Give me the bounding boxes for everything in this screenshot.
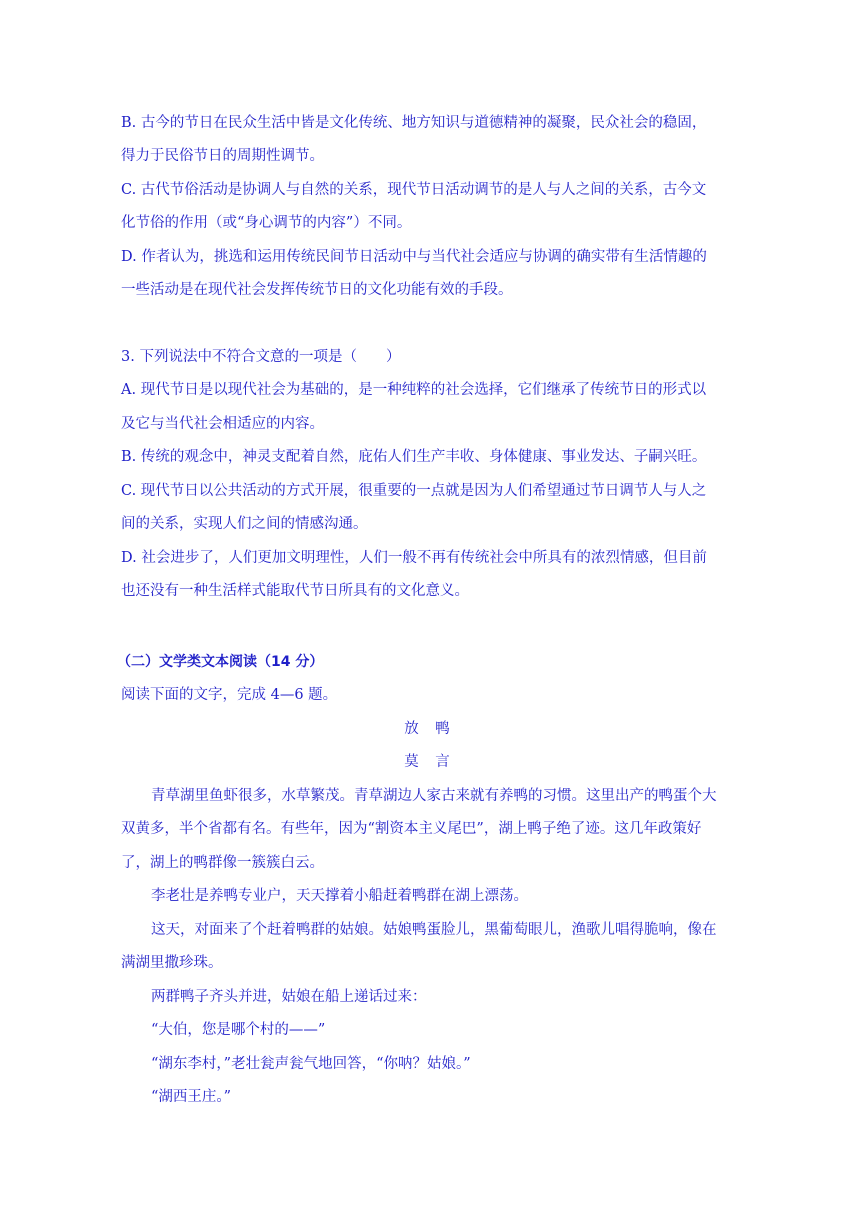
- story-paragraph-line: 双黄多，半个省都有名。有些年，因为“割资本主义尾巴”，湖上鸭子绝了迹。这几年政策好: [121, 821, 702, 837]
- q3-option-d-line1: D. 社会进步了，人们更加文明理性，人们一般不再有传统社会中所具有的浓烈情感，但目前: [121, 550, 707, 566]
- q2-option-d-line1: D. 作者认为，挑选和运用传统民间节日活动中与当代社会适应与协调的确实带有生活情趣的: [121, 249, 707, 265]
- q2-option-c-line2: 化节俗的作用（或“身心调节的内容”）不同。: [121, 215, 412, 231]
- story-author: 莫 言: [404, 754, 456, 770]
- story-title: 放 鸭: [404, 721, 456, 737]
- q3-stem: 3. 下列说法中不符合文意的一项是（ ）: [121, 349, 401, 365]
- q3-option-c-line2: 间的关系，实现人们之间的情感沟通。: [121, 516, 368, 532]
- story-paragraph-line: 满湖里撒珍珠。: [121, 955, 223, 971]
- q2-option-b-line2: 得力于民俗节日的周期性调节。: [121, 148, 324, 164]
- story-paragraph-line: 了，湖上的鸭群像一簇簇白云。: [121, 855, 324, 871]
- story-paragraph-line: 李老壮是养鸭专业户，天天撑着小船赶着鸭群在湖上漂荡。: [151, 888, 528, 904]
- story-paragraph-line: 青草湖里鱼虾很多，水草繁茂。青草湖边人家古来就有养鸭的习惯。这里出产的鸭蛋个大: [151, 788, 717, 804]
- q3-option-c-line1: C. 现代节日以公共活动的方式开展，很重要的一点就是因为人们希望通过节日调节人与人之: [121, 483, 707, 499]
- q2-option-b-line1: B. 古今的节日在民众生活中皆是文化传统、地方知识与道德精神的凝聚，民众社会的稳固，: [121, 115, 707, 131]
- story-paragraph-line: 这天，对面来了个赶着鸭群的姑娘。姑娘鸭蛋脸儿，黑葡萄眼儿，渔歌儿唱得脆响，像在: [151, 922, 717, 938]
- q3-option-d-line2: 也还没有一种生活样式能取代节日所具有的文化意义。: [121, 583, 469, 599]
- story-dialogue-line: “湖东李村，”老壮瓮声瓮气地回答，“你呐？姑娘。”: [151, 1056, 471, 1072]
- q2-option-c-line1: C. 古代节俗活动是协调人与自然的关系，现代节日活动调节的是人与人之间的关系，古今文: [121, 182, 707, 198]
- section-heading: （二）文学类文本阅读（14 分）: [117, 654, 324, 670]
- q3-option-a-line2: 及它与当代社会相适应的内容。: [121, 416, 324, 432]
- q3-option-a-line1: A. 现代节日是以现代社会为基础的，是一种纯粹的社会选择，它们继承了传统节日的形式以: [121, 382, 707, 398]
- story-dialogue-line: “湖西王庄。”: [151, 1089, 232, 1105]
- story-paragraph-line: 两群鸭子齐头并进，姑娘在船上递话过来：: [151, 989, 427, 1005]
- story-dialogue-line: “大伯，您是哪个村的——”: [151, 1022, 326, 1038]
- q2-option-d-line2: 一些活动是在现代社会发挥传统节日的文化功能有效的手段。: [121, 282, 513, 298]
- q3-option-b: B. 传统的观念中，神灵支配着自然，庇佑人们生产丰收、身体健康、事业发达、子嗣兴旺。: [121, 449, 707, 465]
- section-instruction: 阅读下面的文字，完成 4—6 题。: [121, 687, 338, 703]
